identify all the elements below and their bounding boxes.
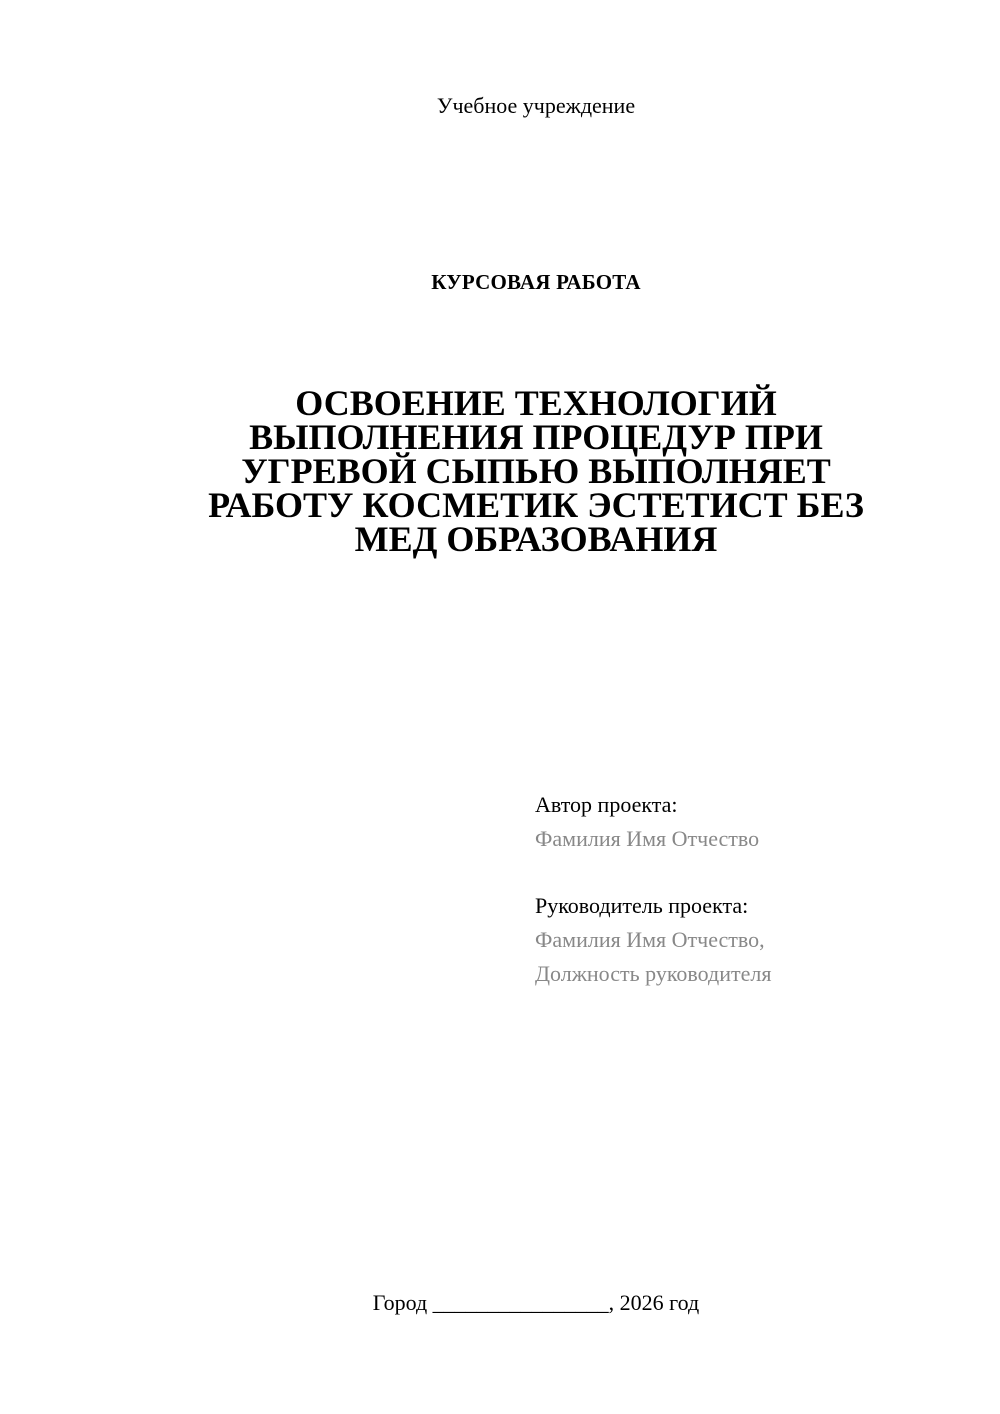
supervisor-label: Руководитель проекта: — [535, 893, 749, 918]
author-name: Фамилия Имя Отчество — [535, 826, 760, 851]
institution-name: Учебное учреждение — [436, 93, 636, 118]
title-line: УГРЕВОЙ СЫПЬЮ ВЫПОЛНЯЕТ — [241, 451, 831, 491]
title-line: РАБОТУ КОСМЕТИК ЭСТЕТИСТ БЕЗ — [208, 485, 864, 525]
author-label: Автор проекта: — [535, 792, 678, 817]
title-line: МЕД ОБРАЗОВАНИЯ — [354, 519, 718, 559]
credits-spacer — [535, 856, 975, 889]
work-type-heading: КУРСОВАЯ РАБОТА — [431, 270, 641, 294]
title-line: ВЫПОЛНЕНИЯ ПРОЦЕДУР ПРИ — [249, 417, 823, 457]
credits-block — [535, 788, 975, 991]
supervisor-position: Должность руководителя — [535, 961, 772, 986]
document-title — [140, 383, 932, 559]
title-line: ОСВОЕНИЕ ТЕХНОЛОГИЙ — [295, 383, 777, 423]
city-year-footer: Город ________________, 2026 год — [372, 1290, 700, 1315]
supervisor-name: Фамилия Имя Отчество, — [535, 927, 765, 952]
